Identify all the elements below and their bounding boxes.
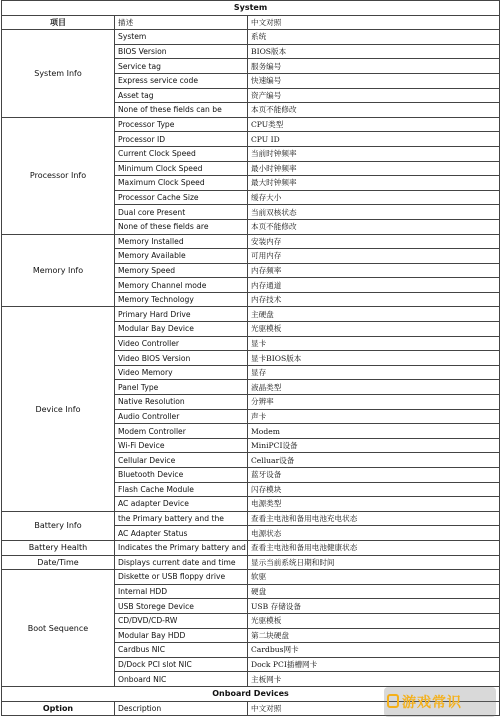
field-name: Memory Channel mode — [115, 278, 248, 293]
field-chinese: 缓存大小 — [248, 190, 500, 205]
section-title: Onboard Devices — [2, 686, 500, 701]
field-name: Service tag — [115, 59, 248, 74]
field-chinese: 显卡BIOS版本 — [248, 351, 500, 366]
field-chinese: 内存频率 — [248, 263, 500, 278]
field-name: Bluetooth Device — [115, 468, 248, 483]
field-name: Processor Type — [115, 117, 248, 132]
field-name: Processor Cache Size — [115, 190, 248, 205]
field-chinese: 光驱模板 — [248, 322, 500, 337]
section-title: System — [2, 1, 500, 16]
field-name: Modular Bay HDD — [115, 628, 248, 643]
field-name: Modular Bay Device — [115, 322, 248, 337]
group-label: Device Info — [2, 307, 115, 511]
field-name: Memory Available — [115, 249, 248, 264]
field-chinese: 软驱 — [248, 570, 500, 585]
group-label: Processor Info — [2, 117, 115, 234]
field-chinese: 内存技术 — [248, 292, 500, 307]
field-name: BIOS Version — [115, 44, 248, 59]
field-chinese: 当前时钟频率 — [248, 146, 500, 161]
header-chinese: 中文对照 — [248, 701, 500, 716]
field-name: Dual core Present — [115, 205, 248, 220]
group-label: Boot Sequence — [2, 570, 115, 687]
field-chinese: CPU类型 — [248, 117, 500, 132]
field-chinese: 电源状态 — [248, 526, 500, 541]
field-name: CD/DVD/CD-RW — [115, 613, 248, 628]
field-name: Displays current date and time — [115, 555, 248, 570]
field-chinese: 硬盘 — [248, 584, 500, 599]
table-row — [2, 30, 500, 45]
watermark-text: 游戏常识 — [402, 695, 462, 711]
field-name: None of these fields are — [115, 219, 248, 234]
field-name: None of these fields can be — [115, 103, 248, 118]
table-row — [2, 540, 500, 555]
field-chinese: 内存通道 — [248, 278, 500, 293]
field-chinese: 本页不能修改 — [248, 219, 500, 234]
field-name: Memory Installed — [115, 234, 248, 249]
field-name: USB Storege Device — [115, 599, 248, 614]
header-row — [2, 15, 500, 30]
group-label: Memory Info — [2, 234, 115, 307]
field-chinese: 液晶类型 — [248, 380, 500, 395]
field-chinese: 显存 — [248, 365, 500, 380]
field-chinese: 第二块硬盘 — [248, 628, 500, 643]
field-name: Processor ID — [115, 132, 248, 147]
section-title-row — [2, 1, 500, 16]
group-label: Battery Info — [2, 511, 115, 540]
field-chinese: USB 存储设备 — [248, 599, 500, 614]
field-chinese: 电源类型 — [248, 497, 500, 512]
field-chinese: 主板网卡 — [248, 672, 500, 687]
group-label: System Info — [2, 30, 115, 118]
field-name: Flash Cache Module — [115, 482, 248, 497]
field-chinese: MiniPCI设备 — [248, 438, 500, 453]
field-chinese: Celluar设备 — [248, 453, 500, 468]
header-description: Description — [115, 701, 248, 716]
field-chinese: 显卡 — [248, 336, 500, 351]
field-chinese: 分辨率 — [248, 395, 500, 410]
field-chinese: 系统 — [248, 30, 500, 45]
group-label: Date/Time — [2, 555, 115, 570]
field-name: Audio Controller — [115, 409, 248, 424]
table-body — [2, 1, 500, 716]
field-chinese: 查看主电池和备用电池充电状态 — [248, 511, 500, 526]
header-description: 描述 — [115, 15, 248, 30]
field-chinese: CPU ID — [248, 132, 500, 147]
field-chinese: 当前双核状态 — [248, 205, 500, 220]
field-name: Internal HDD — [115, 584, 248, 599]
field-chinese: BIOS版本 — [248, 44, 500, 59]
header-chinese: 中文对照 — [248, 15, 500, 30]
field-name: Video Memory — [115, 365, 248, 380]
field-name: Primary Hard Drive — [115, 307, 248, 322]
field-name: Current Clock Speed — [115, 146, 248, 161]
field-name: Modem Controller — [115, 424, 248, 439]
field-name: AC adapter Device — [115, 497, 248, 512]
field-chinese: 主硬盘 — [248, 307, 500, 322]
table-row — [2, 555, 500, 570]
table-row — [2, 307, 500, 322]
field-chinese: 闪存模块 — [248, 482, 500, 497]
field-chinese: 显示当前系统日期和时间 — [248, 555, 500, 570]
header-item: 项目 — [2, 15, 115, 30]
field-chinese: 查看主电池和备用电池健康状态 — [248, 540, 500, 555]
game-logo-icon — [387, 694, 399, 708]
field-chinese: 最小时钟频率 — [248, 161, 500, 176]
header-item: Option — [2, 701, 115, 716]
field-name: Memory Technology — [115, 292, 248, 307]
field-chinese: 安装内存 — [248, 234, 500, 249]
table-row — [2, 511, 500, 526]
field-name: Maximum Clock Speed — [115, 176, 248, 191]
field-chinese: 可用内存 — [248, 249, 500, 264]
field-name: Cellular Device — [115, 453, 248, 468]
field-name: Indicates the Primary battery and — [115, 540, 248, 555]
bios-table — [1, 0, 500, 716]
field-chinese: 本页不能修改 — [248, 103, 500, 118]
table-row — [2, 234, 500, 249]
field-name: Video Controller — [115, 336, 248, 351]
field-name: Asset tag — [115, 88, 248, 103]
field-chinese: 资产编号 — [248, 88, 500, 103]
field-chinese: 声卡 — [248, 409, 500, 424]
field-name: Wi-Fi Device — [115, 438, 248, 453]
field-name: D/Dock PCI slot NIC — [115, 657, 248, 672]
field-chinese: 光驱模板 — [248, 613, 500, 628]
field-name: Minimum Clock Speed — [115, 161, 248, 176]
field-chinese: 快速编号 — [248, 73, 500, 88]
field-name: Cardbus NIC — [115, 643, 248, 658]
field-name: Express service code — [115, 73, 248, 88]
field-chinese: Cardbus网卡 — [248, 643, 500, 658]
field-name: the Primary battery and the — [115, 511, 248, 526]
field-name: Diskette or USB floppy drive — [115, 570, 248, 585]
field-name: System — [115, 30, 248, 45]
group-label: Battery Health — [2, 540, 115, 555]
field-name: AC Adapter Status — [115, 526, 248, 541]
field-name: Video BIOS Version — [115, 351, 248, 366]
table-row — [2, 117, 500, 132]
field-name: Native Resolution — [115, 395, 248, 410]
field-chinese: 最大时钟频率 — [248, 176, 500, 191]
field-name: Onboard NIC — [115, 672, 248, 687]
field-chinese: 蓝牙设备 — [248, 468, 500, 483]
field-chinese: Dock PCI插槽网卡 — [248, 657, 500, 672]
table-row — [2, 570, 500, 585]
field-chinese: Modem — [248, 424, 500, 439]
field-name: Memory Speed — [115, 263, 248, 278]
watermark — [384, 687, 496, 717]
field-name: Panel Type — [115, 380, 248, 395]
field-chinese: 服务编号 — [248, 59, 500, 74]
